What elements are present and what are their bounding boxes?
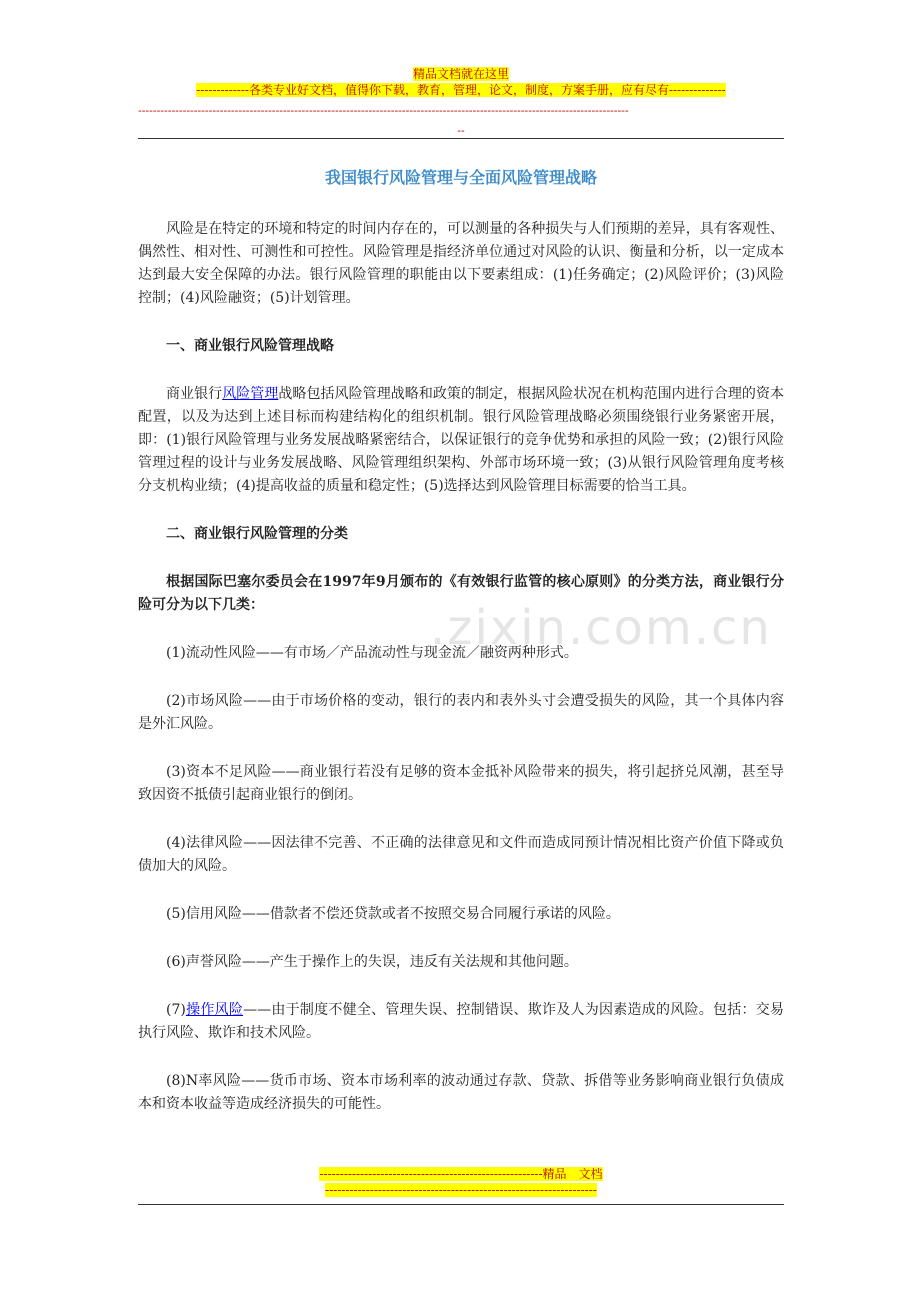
section2-heading: 二、商业银行风险管理的分类 bbox=[166, 526, 348, 542]
intro-paragraph: 风险是在特定的环境和特定的时间内存在的，可以测量的各种损失与人们预期的差异，具有客观性、偶然性、相对性、可测性和可控性。风险管理是指经济单位通过对风险的认识、衡量和分析，以一定成本达到最大安全保障的办法。银行风险管理的职能由以下要素组成：(1)任务确定；(2)风险评价；(3)风险控制；(4)风险融资；(5)计划管理。 bbox=[138, 221, 784, 306]
footer-banner-line2: ------------------------------------------------------------------- bbox=[325, 1183, 597, 1197]
section1-text-post: 战略包括风险管理战略和政策的制定，根据风险状况在机构范围内进行合理的资本配置，以及为达到上述目标而构建结构化的组织机制。银行风险管理战略必须围绕银行业务紧密开展，即：(1)银行风险管理与业务发展战略紧密结合，以保证银行的竞争优势和承担的风险一致；(2)银行风险管理过程的设计与业务发展战略、风险管理组织架构、外部市场环境一致；(3)从银行风险管理角度考核分支机构业绩；(4)提高收益的质量和稳定性；(5)选择达到风险管理目标需要的恰当工具。 bbox=[138, 386, 785, 494]
item7-prefix: (7) bbox=[166, 1002, 186, 1018]
document-page bbox=[138, 0, 784, 1116]
watermark-text: .zixin.com.cn bbox=[430, 600, 772, 656]
operational-risk-link[interactable]: 操作风险 bbox=[185, 1002, 244, 1018]
list-item: (5)信用风险——借款者不偿还贷款或者不按照交易合同履行承诺的风险。 bbox=[166, 906, 620, 922]
footer-rule bbox=[138, 1204, 784, 1205]
header-dash-tail: -- bbox=[457, 124, 465, 137]
footer-banner-line1: -------------------------------------------------------精品 文档 bbox=[319, 1167, 603, 1181]
header-dash-line: ------------------------------------------------------------------------------------------------------------------------------------ bbox=[138, 104, 629, 117]
list-item-8: (8)N率风险——货币市场、资本市场利率的波动通过存款、贷款、拆借等业务影响商业银行负债成本和资本收益等造成经济损失的可能性。 bbox=[138, 1073, 784, 1112]
list-item: (4)法律风险——因法律不完善、不正确的法律意见和文件而造成同预计情况相比资产价值下降或负债加大的风险。 bbox=[138, 835, 784, 874]
header-banner-title: 精品文档就在这里 bbox=[412, 67, 509, 81]
list-item: (2)市场风险——由于市场价格的变动，银行的表内和表外头寸会遭受损失的风险，其一个具体内容是外汇风险。 bbox=[138, 693, 784, 732]
list-item-7 bbox=[138, 999, 784, 1045]
item7-text: ——由于制度不健全、管理失误、控制错误、欺诈及人为因素造成的风险。包括：交易执行风险、欺诈和技术风险。 bbox=[138, 1002, 785, 1041]
section1-heading: 一、商业银行风险管理战略 bbox=[166, 338, 334, 354]
risk-management-link[interactable]: 风险管理 bbox=[222, 386, 279, 402]
section1-text-pre: 商业银行 bbox=[166, 386, 223, 402]
footer bbox=[138, 1166, 784, 1205]
section2-lead: 根据国际巴塞尔委员会在1997年9月颁布的《有效银行监管的核心原则》的分类方法，商业银行分险可分为以下几类： bbox=[138, 574, 784, 613]
header-rule bbox=[138, 138, 784, 139]
list-item: (1)流动性风险——有市场／产品流动性与现金流／融资两种形式。 bbox=[166, 645, 578, 661]
section1-paragraph bbox=[138, 383, 784, 498]
list-item: (6)声誉风险——产生于操作上的失误，违反有关法规和其他问题。 bbox=[166, 954, 578, 970]
header-banner-tagline: -------------各类专业好文档，值得你下载，教育，管理，论文，制度，方案手册，应有尽有-------------- bbox=[196, 83, 726, 97]
list-item: (3)资本不足风险——商业银行若没有足够的资本金抵补风险带来的损失，将引起挤兑风潮，甚至导致因资不抵债引起商业银行的倒闭。 bbox=[138, 764, 784, 803]
page-title: 我国银行风险管理与全面风险管理战略 bbox=[324, 168, 597, 187]
